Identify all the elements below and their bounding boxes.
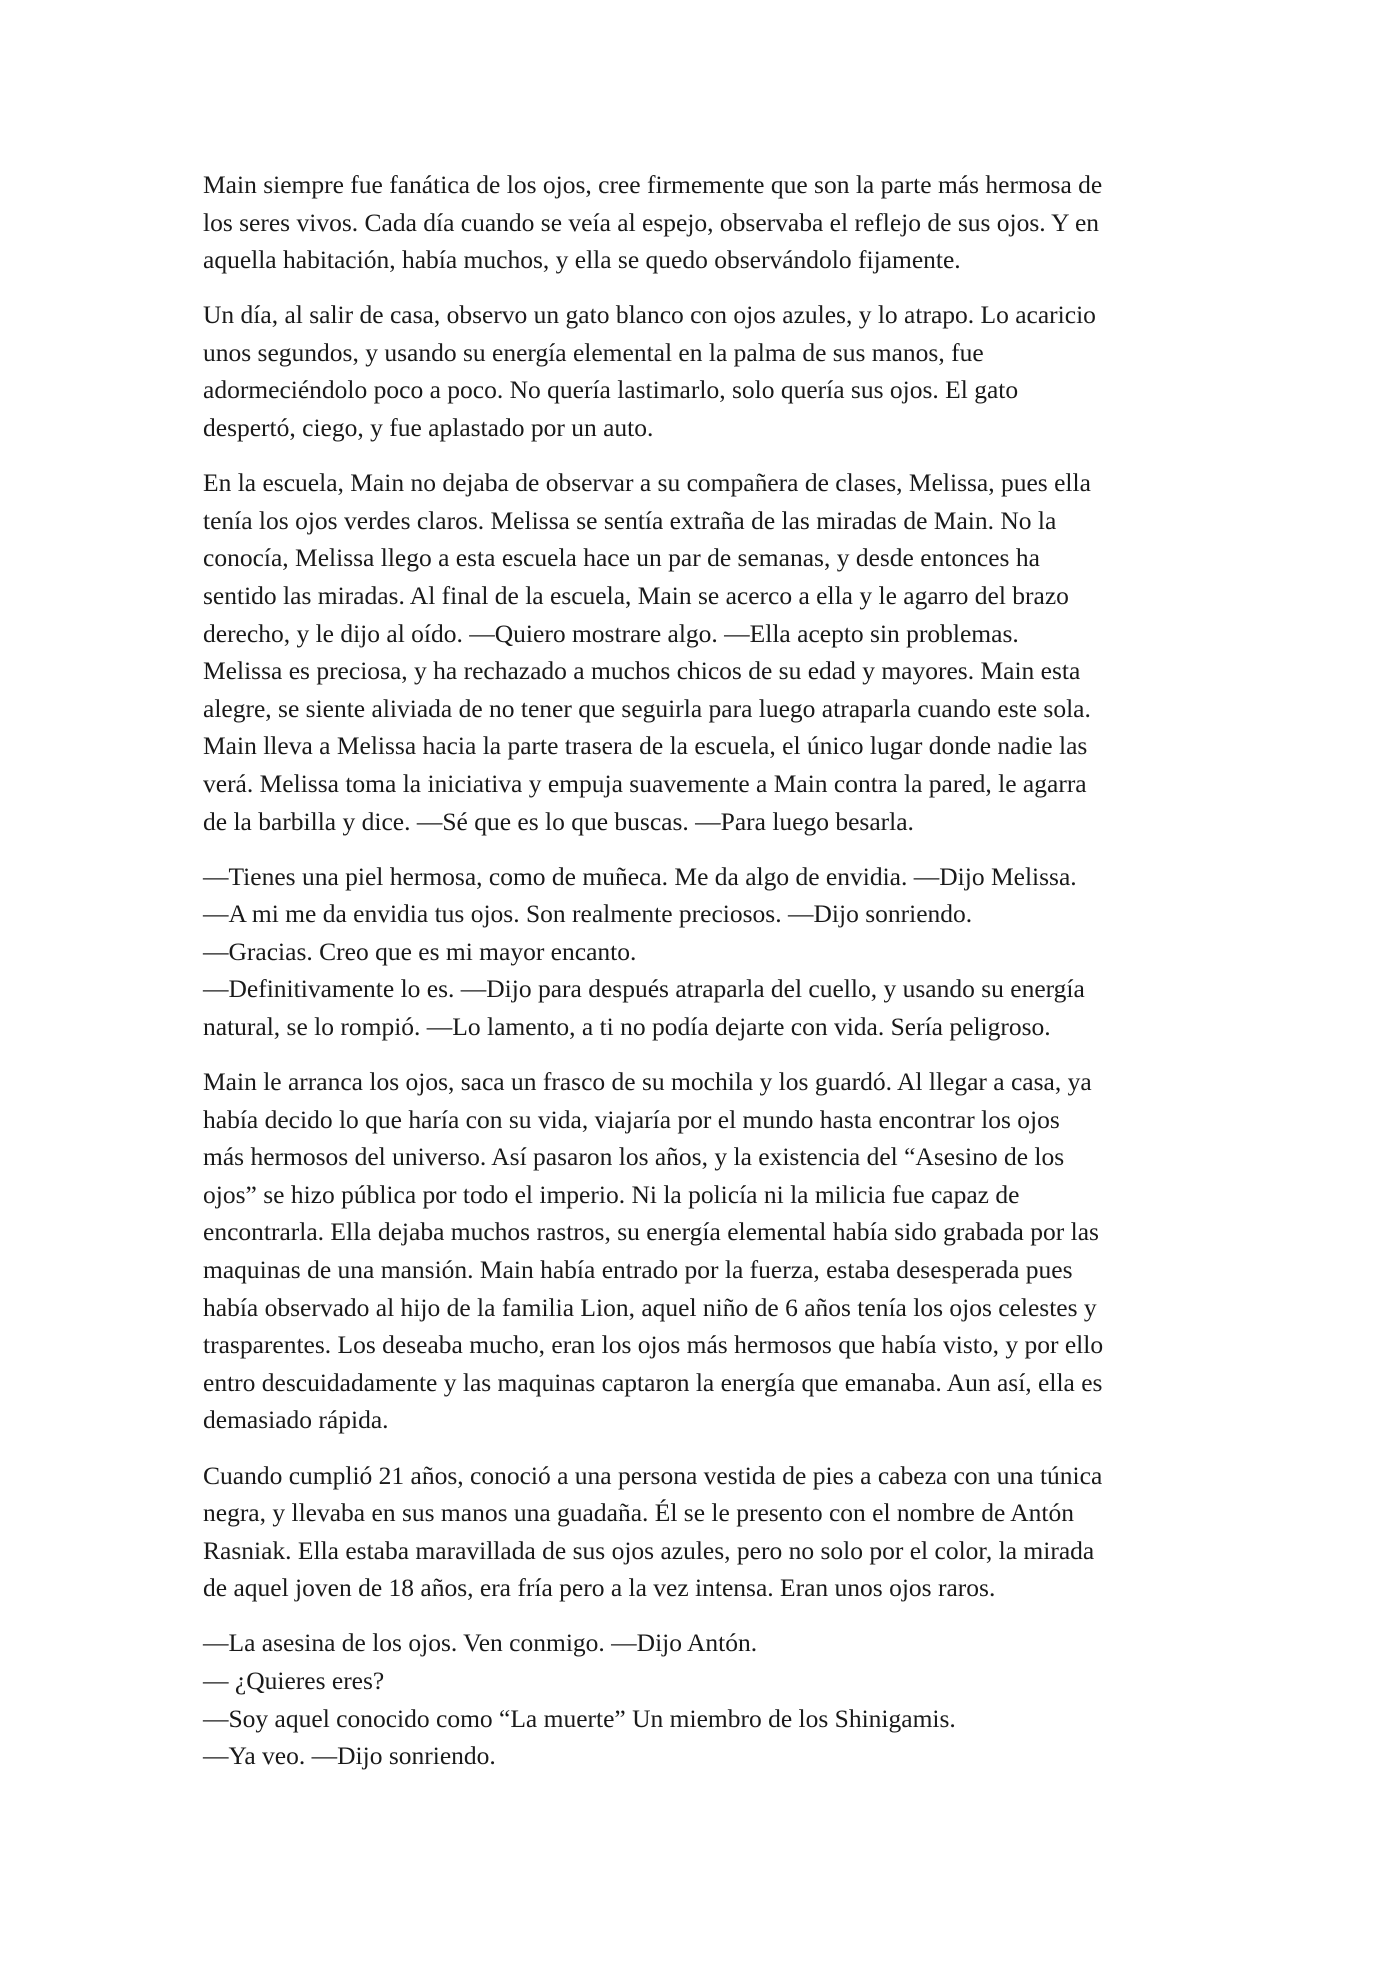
text-line: aquella habitación, había muchos, y ella se quedo observándolo fijamente. (203, 245, 961, 275)
document-page (203, 166, 1213, 1792)
text-line: derecho, y le dijo al oído. —Quiero mostrare algo. —Ella acepto sin problemas. (203, 618, 1019, 648)
text-line: Main siempre fue fanática de los ojos, cree firmemente que son la parte más hermosa de (203, 170, 1103, 199)
dialogue-line: —A mi me da envidia tus ojos. Son realmente preciosos. —Dijo sonriendo. (203, 899, 973, 929)
dialogue-line: —Tienes una piel hermosa, como de muñeca. Me da algo de envidia. —Dijo Melissa. (203, 861, 1077, 891)
text-line: unos segundos, y usando su energía elemental en la palma de sus manos, fue (203, 337, 984, 367)
dialogue-line: —Definitivamente lo es. —Dijo para después atraparla del cuello, y usando su energía (203, 974, 1085, 1004)
paragraph (203, 1063, 1213, 1439)
text-line: los seres vivos. Cada día cuando se veía al espejo, observaba el reflejo de sus ojos. Y en (203, 207, 1100, 237)
paragraph (203, 296, 1213, 446)
text-line: demasiado rápida. (203, 1405, 389, 1435)
text-line: Main le arranca los ojos, saca un frasco de su mochila y los guardó. Al llegar a casa, ya (203, 1067, 1092, 1097)
text-line: había decido lo que haría con su vida, viajaría por el mundo hasta encontrar los ojos (203, 1104, 1060, 1134)
text-line: entro descuidadamente y las maquinas captaron la energía que emanaba. Aun así, ella es (203, 1367, 1103, 1397)
text-line: adormeciéndolo poco a poco. No quería lastimarlo, solo quería sus ojos. El gato (203, 375, 1019, 405)
text-line: maquinas de una mansión. Main había entrado por la fuerza, estaba desesperada pues (203, 1255, 1073, 1285)
text-line: Cuando cumplió 21 años, conoció a una persona vestida de pies a cabeza con una túnica (203, 1460, 1103, 1490)
text-line: alegre, se siente aliviada de no tener que seguirla para luego atraparla cuando este sola. (203, 693, 1091, 723)
paragraph (203, 1457, 1213, 1607)
text-line: ojos” se hizo pública por todo el imperio. Ni la policía ni la milicia fue capaz de (203, 1179, 1020, 1209)
dialogue-block (203, 1624, 1213, 1774)
text-line: trasparentes. Los deseaba mucho, eran los ojos más hermosos que había visto, y por ello (203, 1330, 1104, 1360)
text-line: Melissa es preciosa, y ha rechazado a muchos chicos de su edad y mayores. Main esta (203, 656, 1081, 686)
text-line: Main lleva a Melissa hacia la parte trasera de la escuela, el único lugar donde nadie las (203, 731, 1088, 761)
text-line: Rasniak. Ella estaba maravillada de sus ojos azules, pero no solo por el color, la mirada (203, 1535, 1095, 1565)
dialogue-line: —La asesina de los ojos. Ven conmigo. —Dijo Antón. (203, 1628, 758, 1658)
dialogue-block (203, 858, 1213, 1046)
dialogue-line: —Ya veo. —Dijo sonriendo. (203, 1741, 496, 1771)
text-line: había observado al hijo de la familia Lion, aquel niño de 6 años tenía los ojos celestes y (203, 1292, 1097, 1322)
text-line: conocía, Melissa llego a esta escuela hace un par de semanas, y desde entonces ha (203, 543, 1040, 573)
dialogue-line: natural, se lo rompió. —Lo lamento, a ti no podía dejarte con vida. Sería peligroso. (203, 1011, 1051, 1041)
text-line: encontrarla. Ella dejaba muchos rastros, su energía elemental había sido grabada por las (203, 1217, 1099, 1247)
dialogue-line: — ¿Quieres eres? (203, 1665, 385, 1695)
dialogue-line: —Soy aquel conocido como “La muerte” Un miembro de los Shinigamis. (203, 1703, 956, 1733)
text-line: Un día, al salir de casa, observo un gato blanco con ojos azules, y lo atrapo. Lo acaricio (203, 300, 1096, 330)
text-line: de la barbilla y dice. —Sé que es lo que buscas. —Para luego besarla. (203, 806, 914, 836)
paragraph (203, 464, 1213, 840)
text-line: tenía los ojos verdes claros. Melissa se sentía extraña de las miradas de Main. No la (203, 505, 1057, 535)
text-line: sentido las miradas. Al final de la escuela, Main se acerco a ella y le agarro del brazo (203, 580, 1069, 610)
text-line: más hermosos del universo. Así pasaron los años, y la existencia del “Asesino de los (203, 1142, 1065, 1172)
text-line: verá. Melissa toma la iniciativa y empuja suavemente a Main contra la pared, le agarra (203, 768, 1087, 798)
text-line: de aquel joven de 18 años, era fría pero a la vez intensa. Eran unos ojos raros. (203, 1573, 996, 1603)
paragraph (203, 166, 1213, 279)
text-line: despertó, ciego, y fue aplastado por un auto. (203, 413, 654, 443)
text-line: negra, y llevaba en sus manos una guadaña. Él se le presento con el nombre de Antón (203, 1498, 1074, 1528)
text-line: En la escuela, Main no dejaba de observar a su compañera de clases, Melissa, pues ella (203, 468, 1091, 498)
dialogue-line: —Gracias. Creo que es mi mayor encanto. (203, 936, 637, 966)
